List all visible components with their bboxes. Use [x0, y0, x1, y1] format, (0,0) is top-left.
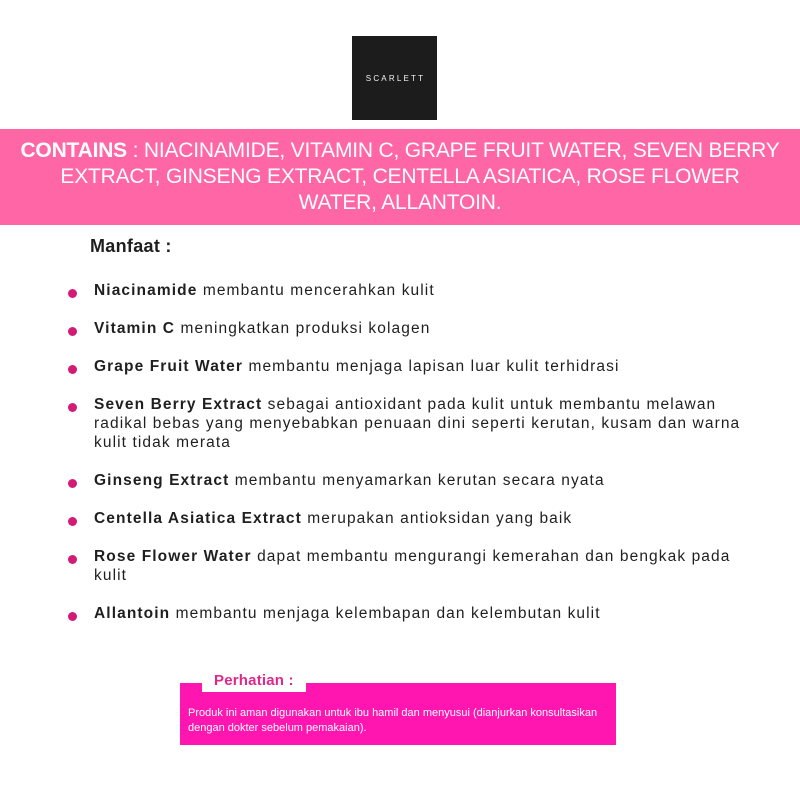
benefit-item-centella-asiatica-extract: [68, 509, 768, 528]
benefit-name: Vitamin C: [94, 320, 176, 337]
scarlett-logo: [352, 36, 437, 120]
bullet-dot-icon: [68, 365, 77, 374]
bullet-dot-icon: [68, 327, 77, 336]
benefit-item-niacinamide: [68, 281, 768, 300]
caution-label: Perhatian :: [202, 670, 306, 692]
benefit-item-seven-berry-extract: [68, 395, 768, 452]
benefit-description: membantu menyamarkan kerutan secara nyata: [229, 472, 605, 489]
bullet-dot-icon: [68, 403, 77, 412]
logo-text: SCARLETT: [365, 73, 426, 83]
benefit-description: membantu menjaga lapisan luar kulit terhidrasi: [243, 358, 620, 375]
caution-text: Produk ini aman digunakan untuk ibu hamil dan menyusui (dianjurkan konsultasikan dengan dokter sebelum pemakaian).: [188, 707, 598, 734]
benefit-name: Allantoin: [94, 605, 171, 622]
benefit-name: Rose Flower Water: [94, 548, 252, 565]
bullet-dot-icon: [68, 479, 77, 488]
benefit-description: dapat membantu mengurangi kemerahan dan bengkak pada kulit: [94, 548, 731, 584]
contains-ingredients: NIACINAMIDE, VITAMIN C, GRAPE FRUIT WATER, SEVEN BERRY EXTRACT, GINSENG EXTRACT, CENTELLA ASIATICA, ROSE FLOWER WATER, ALLANTOIN.: [60, 139, 780, 214]
benefit-description: membantu mencerahkan kulit: [197, 282, 435, 299]
benefit-item-vitamin-c: [68, 319, 768, 338]
contains-text: [20, 138, 780, 216]
benefits-list: [68, 281, 768, 642]
benefit-name: Grape Fruit Water: [94, 358, 244, 375]
benefit-description: merupakan antioksidan yang baik: [301, 510, 573, 527]
benefit-item-allantoin: [68, 604, 768, 623]
bullet-dot-icon: [68, 555, 77, 564]
benefit-name: Ginseng Extract: [94, 472, 230, 489]
benefit-name: Seven Berry Extract: [94, 396, 263, 413]
contains-separator: :: [126, 139, 144, 162]
benefit-item-ginseng-extract: [68, 471, 768, 490]
bullet-dot-icon: [68, 612, 77, 621]
benefit-description: membantu menjaga kelembapan dan kelembutan kulit: [170, 605, 601, 622]
benefits-heading: Manfaat :: [90, 236, 172, 256]
benefit-name: Centella Asiatica Extract: [94, 510, 302, 527]
contains-banner: [0, 129, 800, 225]
benefit-item-grape-fruit-water: [68, 357, 768, 376]
bullet-dot-icon: [68, 517, 77, 526]
benefit-name: Niacinamide: [94, 282, 198, 299]
benefit-item-rose-flower-water: [68, 547, 768, 585]
benefit-description: meningkatkan produksi kolagen: [175, 320, 431, 337]
benefit-description: sebagai antioxidant pada kulit untuk membantu melawan radikal bebas yang menyebabkan penuaan dini seperti kerutan, kusam dan warna kulit tidak merata: [94, 396, 741, 451]
contains-label: CONTAINS: [20, 139, 127, 162]
bullet-dot-icon: [68, 289, 77, 298]
